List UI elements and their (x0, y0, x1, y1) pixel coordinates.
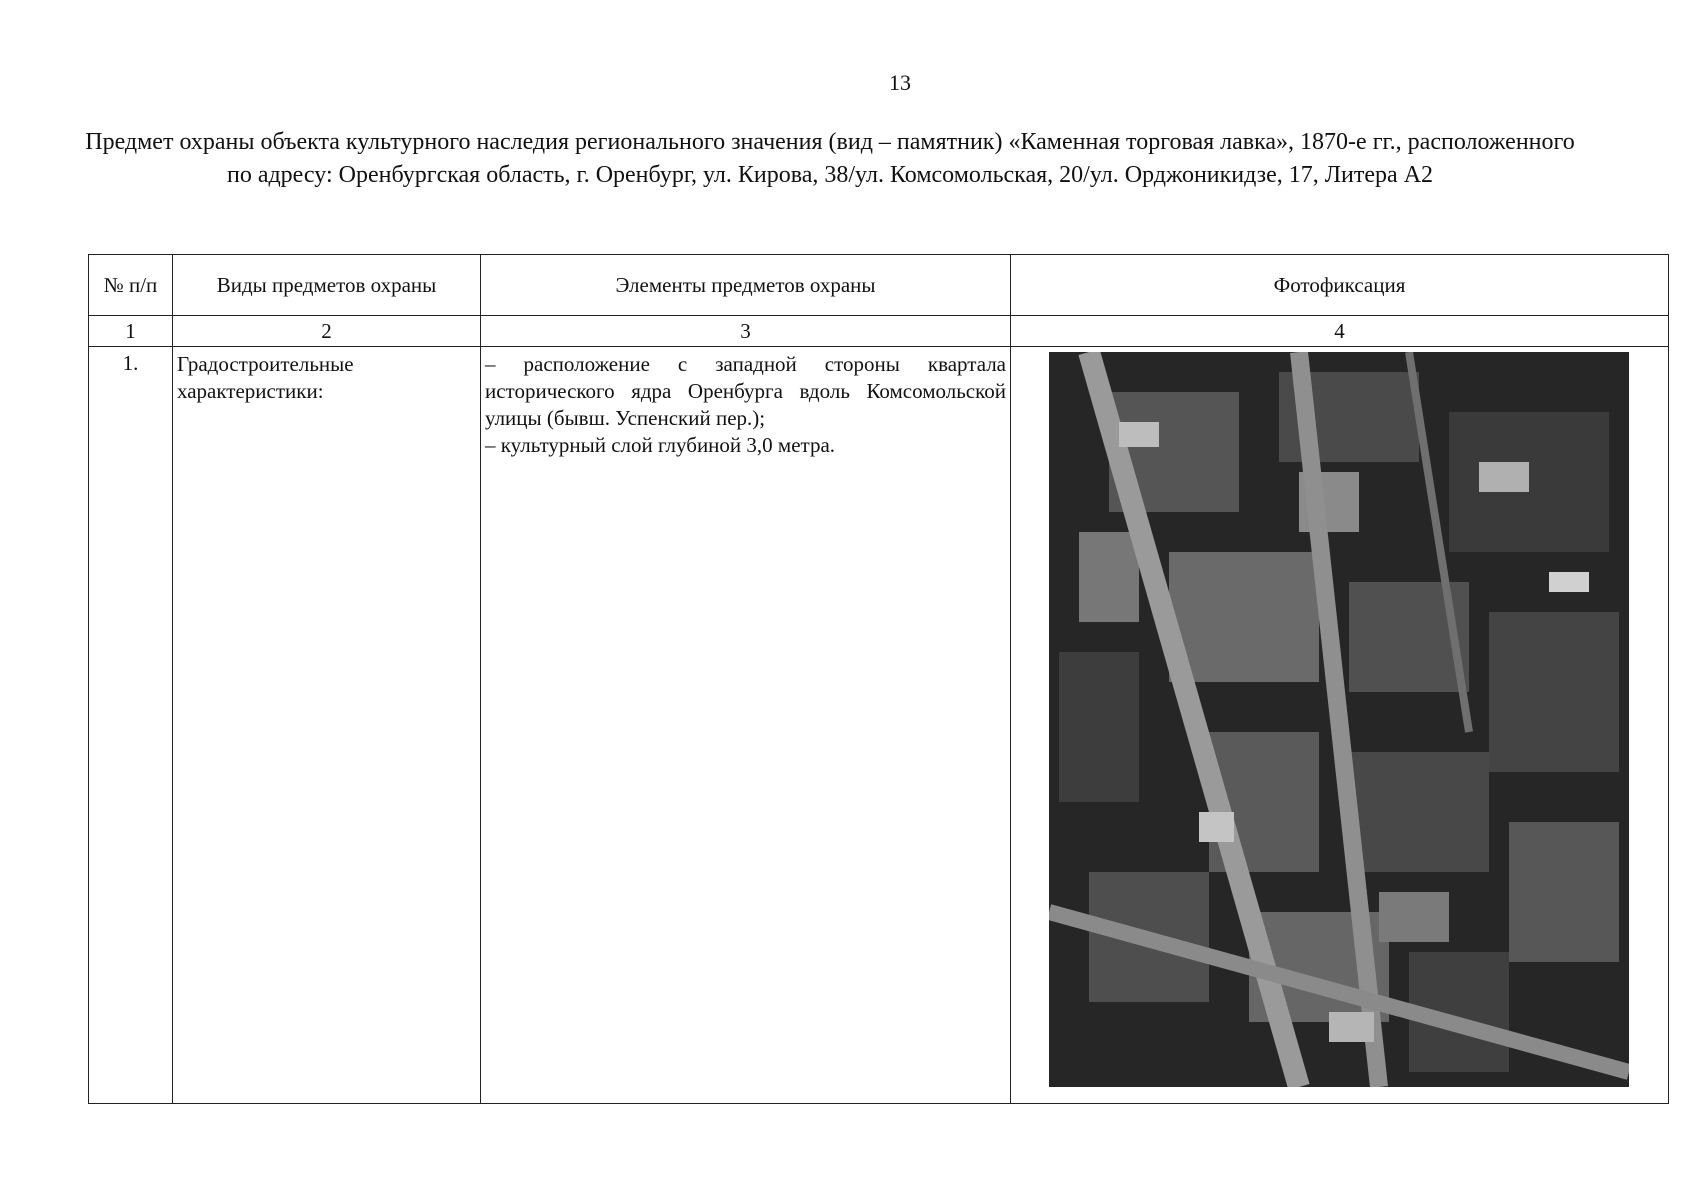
row-number: 1. (89, 347, 173, 1104)
protection-table (88, 254, 1669, 1104)
header-row (89, 255, 1669, 316)
column-number-row (89, 316, 1669, 347)
header-elements: Элементы предметов охраны (481, 255, 1011, 316)
column-number: 4 (1011, 316, 1669, 347)
header-num: № п/п (89, 255, 173, 316)
document-title: Предмет охраны объекта культурного наследия регионального значения (вид – памятник) «Каменная торговая лавка», 1870-е гг., расположенного по адресу: Оренбургская область, г. Оренбург, ул. Кирова, 38/ул. Комсомольская, 20/ул. Орджоникидзе, 17, Литера А2 (85, 129, 1575, 188)
header-photo: Фотофиксация (1011, 255, 1669, 316)
table-row (89, 347, 1669, 1104)
column-number: 1 (89, 316, 173, 347)
aerial-photo (1049, 352, 1629, 1087)
protection-elements (481, 347, 1011, 1104)
photo-cell (1011, 347, 1669, 1104)
element-item: – культурный слой глубиной 3,0 метра. (485, 433, 836, 457)
column-number: 2 (173, 316, 481, 347)
page-number: 13 (889, 70, 911, 95)
aerial-photo-image (1049, 352, 1629, 1087)
header-types: Виды предметов охраны (173, 255, 481, 316)
column-number: 3 (481, 316, 1011, 347)
protection-type: Градостроительные характеристики: (173, 347, 481, 1104)
element-item: – расположение с западной стороны квартала исторического ядра Оренбурга вдоль Комсомольской улицы (бывш. Успенский пер.); (485, 352, 1006, 430)
